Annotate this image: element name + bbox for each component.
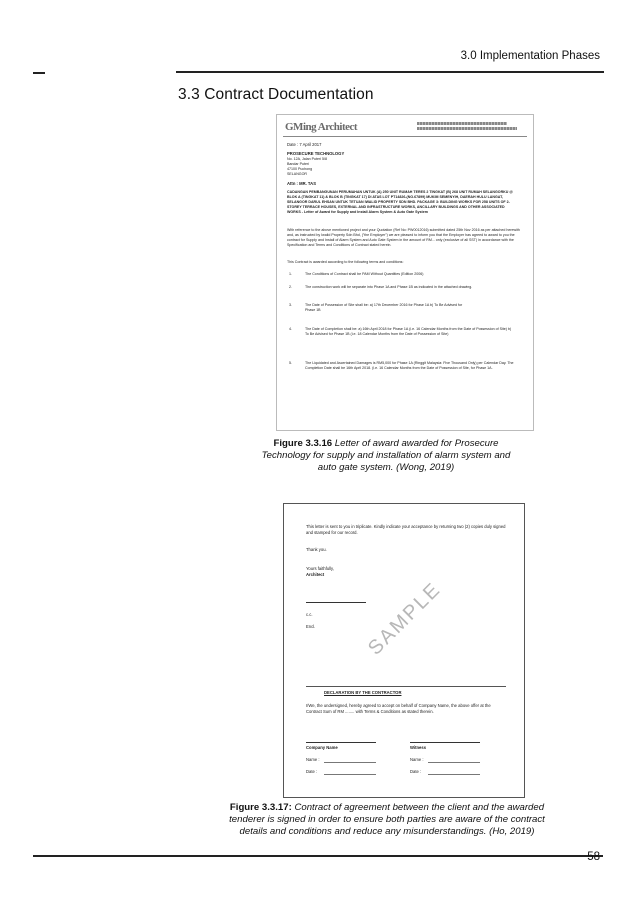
thank-you: Thank you. xyxy=(306,547,327,552)
architect-logo xyxy=(285,119,357,135)
term-text: The Date of Completion shall be: a) 16th April 2018 for Phase 1A (i.e. 16 Calendar Months from the Date of Possession of Site) b) To Be Advised for Phase 1B (i.e. 18 Calendar Months from the Date of Possession of Site) xyxy=(305,327,512,336)
section-title: 3.3 Contract Documentation xyxy=(178,86,374,103)
recipient-line: Bandar Puteri xyxy=(287,162,309,166)
left-name-label: Name : xyxy=(306,757,320,762)
signature-line xyxy=(306,602,366,603)
term-text: The Date of Possession of Site shall be: a) 17th December 2016 for Phase 1A b) To Be Advised for Phase 1B xyxy=(305,303,463,312)
letter-body: With reference to the above mentioned project and your Quotation (Ref No: PW0012016) submitted dated 25th Nov 2016 as per attached herewith and, as instructed by Iwalid Property Sdn Bhd, ("the Employer") we are pleased to inform you that the Employer has agreed to award to you the contract for Supply and Install of Alarm System and Auto Gate System in the amount of RM... only (exclusive of all SST) in accordance with the Specification and Terms and Conditions of Contract stated herein. xyxy=(287,228,520,247)
witness-label: Witness xyxy=(410,745,427,750)
term-text: The Liquidated and Ascertained Damages is RM5,000 for Phase 1A (Ringgit Malaysia: Five Thousand Only) per Calendar Day. The Completion Date shall be 16th April 2018. (i.e. 16 Calendar Months from the Date of Possession of Site, for Phase 1A. xyxy=(305,361,514,370)
figure-1-caption xyxy=(256,438,516,474)
sample-watermark: SAMPLE xyxy=(364,578,446,660)
term-number: 4. xyxy=(289,327,292,331)
figure-1-number: Figure 3.3.16 xyxy=(273,438,333,449)
logo-text: GMing Architect xyxy=(285,121,358,133)
footer-rule xyxy=(33,855,603,857)
declaration-text: I/We, the undersigned, hereby agreed to accept on behalf of Company Name, the above offer at the Contract Sum of RM ........ with Terms & Conditions as stated therein. xyxy=(306,703,491,714)
company-name-label: Company Name xyxy=(306,745,338,750)
letterhead-rule xyxy=(283,136,527,137)
right-name-line xyxy=(428,762,480,763)
right-date-label: Date : xyxy=(410,769,422,774)
figure-2-caption xyxy=(226,802,548,838)
recipient-name: PROSECURE TECHNOLOGY xyxy=(287,151,345,156)
figure-1-caption-text: Letter of award awarded for Prosecure Technology for supply and installation of alarm system and auto gate system. (Wong, 2019) xyxy=(261,438,511,473)
recipient-line: SELANGOR xyxy=(287,172,307,176)
figure-letter-of-award xyxy=(276,114,534,431)
figure-contract-agreement xyxy=(283,503,525,798)
letter-subject: CADANGAN PEMBANGUNAN PERUMAHAN UNTUK (A) 250 UNIT RUMAH TERES 2 TINGKAT (B) 268 UNIT RUMAH SELANGORKU @ BLOK A (TINGKAT 11) & BLOK B (TINGKAT 17) DI ATAS LOT PT14826-(NO.67899) MUKIM SEMENYIH, DAERAH HULU LANGAT, SELANGOR DARUL EHSAN UNTUK TETUAN IWALID PROPERTY SDN BHD. PACKAGE 3: BUILDING WORKS FOR 258 UNITS OF 2-STOREY TERRACE HOUSES, EXTERNAL AND INFRASTRUCTURE WORKS, ANCILLARY BUILDINGS AND OTHER ASSOCIATED WORKS - Letter of Award for Supply and Install Alarm System & Auto Gate System xyxy=(287,190,513,214)
term-text: The construction work will be separate into Phase 1A and Phase 1B as indicated in the attached drawing. xyxy=(305,285,473,289)
term-number: 3. xyxy=(289,303,292,307)
running-header: 3.0 Implementation Phases xyxy=(460,50,600,62)
recipient-line: No. 12A, Jalan Puteri 5/8 xyxy=(287,157,327,161)
terms-intro: This Contract is awarded according to the following terms and conditions: xyxy=(287,260,404,264)
left-date-line xyxy=(324,774,376,775)
term-number: 1. xyxy=(289,272,292,276)
left-signature-line xyxy=(306,742,376,743)
header-rule xyxy=(176,71,604,73)
left-name-line xyxy=(324,762,376,763)
declaration-title: DECLARATION BY THE CONTRACTOR xyxy=(324,690,402,695)
recipient-line: 47100 Puchong xyxy=(287,167,313,171)
attention-line: Attn : MR. TAS xyxy=(287,181,316,186)
declaration-rule xyxy=(306,686,506,687)
figure-2-caption-text: Contract of agreement between the client and the awarded tenderer is signed in order to ensure both parties are aware of the contract details and conditions and reduce any misunderstandings. (Ho, 2019) xyxy=(229,802,545,837)
letter-date: Date : 7 April 2017 xyxy=(287,142,322,147)
encl-label: Encl. xyxy=(306,624,316,629)
term-text: The Conditions of Contract shall be PAM Without Quantities (Edition 2006) xyxy=(305,272,424,276)
letterhead-contact xyxy=(417,127,517,130)
right-date-line xyxy=(428,774,480,775)
figure-2-number: Figure 3.3.17: xyxy=(229,802,292,813)
term-number: 5. xyxy=(289,361,292,365)
triplicate-paragraph: This letter is sent to you in triplicate. Kindly indicate your acceptance by returning two (2) copies duly signed and stamped for our record. xyxy=(306,524,506,535)
term-number: 2. xyxy=(289,285,292,289)
right-signature-line xyxy=(410,742,480,743)
right-name-label: Name : xyxy=(410,757,424,762)
page-number: 58 xyxy=(587,851,600,863)
left-date-label: Date : xyxy=(306,769,318,774)
signatory: Architect xyxy=(306,572,325,577)
letterhead-address xyxy=(417,122,507,125)
header-short-rule xyxy=(33,72,45,74)
yours-faithfully: Yours faithfully, xyxy=(306,566,334,571)
cc-label: c.c. xyxy=(306,612,313,617)
